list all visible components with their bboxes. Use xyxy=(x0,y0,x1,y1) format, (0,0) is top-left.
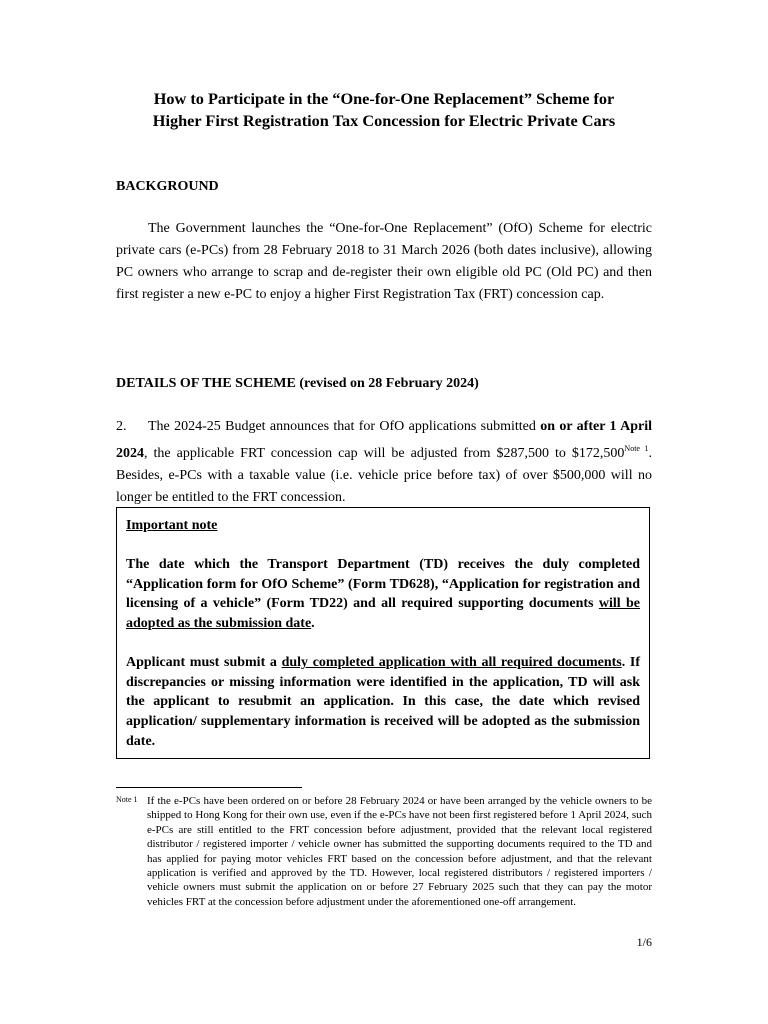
important-note-paragraph-1 xyxy=(126,555,640,633)
important-note-heading: Important note xyxy=(126,518,218,533)
note-p2-underlined: duly completed application with all required documents xyxy=(281,655,622,671)
page-number: 1/6 xyxy=(636,935,652,949)
paragraph-bold-date: on or after 1 April 2024 xyxy=(116,419,652,461)
title-line-2: Higher First Registration Tax Concession for Electric Private Cars xyxy=(152,111,616,130)
details-paragraph-2 xyxy=(116,416,652,509)
note-p1-text: The date which the Transport Department (TD) receives the duly completed “Application form for OfO Scheme” (Form TD628), “Application for registration and licensing of a vehicle” (Form TD22) and all required supporting documents xyxy=(126,557,640,612)
paragraph-text-b: , the applicable FRT concession cap will be adjusted from $287,500 to $172,500 xyxy=(144,446,625,461)
important-note-box xyxy=(116,507,650,759)
footnote-reference[interactable]: Note 1 xyxy=(624,444,649,453)
note-p1-underlined: will be adopted as the submission date xyxy=(126,596,641,631)
note-p2-rest: . If discrepancies or missing information were identified in the application, TD will ask the applicant to resubmit an application. In this case, the date which revised application/ supplementary information is received will be adopted as the submission date. xyxy=(126,655,640,749)
footnote-divider xyxy=(116,787,302,788)
document-title xyxy=(100,88,668,132)
footnote-label: Note 1 xyxy=(116,795,138,804)
background-heading: BACKGROUND xyxy=(116,179,219,194)
title-line-1: How to Participate in the “One-for-One Replacement” Scheme for xyxy=(153,89,615,108)
important-note-paragraph-2 xyxy=(126,653,640,751)
paragraph-text-a: The 2024-25 Budget announces that for OfO applications submitted xyxy=(148,419,536,434)
background-paragraph: The Government launches the “One-for-One Replacement” (OfO) Scheme for electric private cars (e-PCs) from 28 February 2018 to 31 March 2026 (both dates inclusive), allowing PC owners who arrange to scrap and de-register their own eligible old PC (Old PC) and then first register a new e-PC to enjoy a higher First Registration Tax (FRT) concession cap. xyxy=(116,221,652,302)
note-p1-end: . xyxy=(311,615,315,631)
footnote-text: If the e-PCs have been ordered on or before 28 February 2024 or have been arranged by the vehicle owners to be shipped to Hong Kong for their own use, even if the e-PCs have not been first registered before 1 April 2024, such e-PCs are still entitled to the FRT concession before adjustment, provided that the relevant local registered distributor / registered importer / vehicle owner has submitted the supporting documents required to the TD and has applied for paying motor vehicles FRT based on the concession before adjustment, and that the relevant application is verified and approved by the TD. However, local registered distributors / registered importers / vehicle owners must submit the application on or before 27 February 2025 such that they can pay the motor vehicles FRT at the concession before adjustment under the aforementioned one-off arrangement. xyxy=(147,795,652,908)
paragraph-text-c: . Besides, e-PCs with a taxable value (i.e. vehicle price before tax) of over $500,000 will no longer be entitled to the FRT concession. xyxy=(116,446,652,505)
paragraph-number: 2. xyxy=(116,419,127,434)
note-p2-text: Applicant must submit a xyxy=(126,655,277,671)
details-heading: DETAILS OF THE SCHEME (revised on 28 February 2024) xyxy=(116,376,479,391)
